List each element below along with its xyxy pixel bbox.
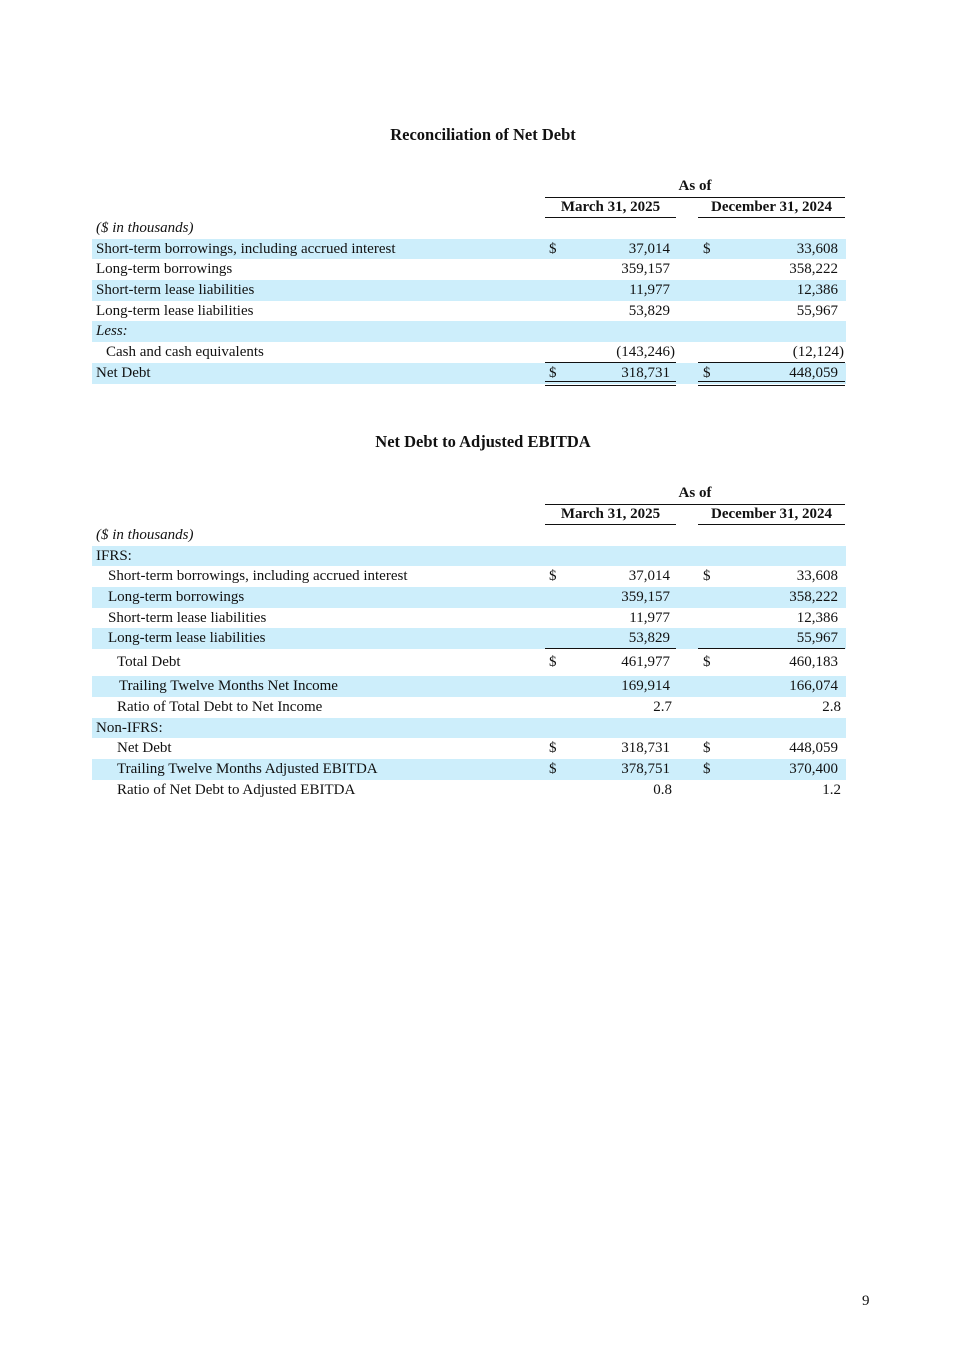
page-number: 9 [862, 1293, 870, 1309]
value-december-2024: 448,059 [789, 364, 838, 381]
column-header-december-2024: December 31, 2024 [711, 199, 832, 215]
section-label: Non-IFRS: [96, 719, 163, 736]
value-december-2024: 55,967 [796, 630, 838, 647]
table-row [92, 321, 846, 342]
units-label: ($ in thousands) [96, 527, 194, 543]
value-march-2025: 359,157 [621, 261, 670, 278]
value-march-2025: 11,977 [629, 282, 670, 299]
row-label: Long-term lease liabilities [108, 630, 266, 647]
table-row-total [92, 363, 846, 384]
total-double-rule [545, 381, 676, 386]
table-row [92, 676, 846, 697]
value-march-2025: 461,977 [621, 654, 670, 671]
row-label: Short-term lease liabilities [96, 282, 255, 299]
currency-symbol: $ [703, 364, 711, 381]
table-row [92, 239, 846, 260]
value-march-2025: 11,977 [629, 609, 670, 626]
table-row [92, 587, 846, 608]
value-march-2025: 318,731 [621, 740, 670, 757]
value-december-2024: 12,386 [796, 282, 838, 299]
row-label: Trailing Twelve Months Adjusted EBITDA [117, 760, 378, 777]
value-march-2025: 53,829 [628, 302, 670, 319]
as-of-header: As of [678, 485, 712, 501]
row-label: Ratio of Total Debt to Net Income [117, 698, 323, 715]
value-december-2024: 33,608 [796, 568, 838, 585]
value-december-2024: 358,222 [789, 261, 838, 278]
net-debt-reconciliation-title: Reconciliation of Net Debt [390, 125, 576, 144]
table-row [92, 738, 846, 759]
column-header-december-2024: December 31, 2024 [711, 506, 832, 522]
net-debt-to-ebitda-title: Net Debt to Adjusted EBITDA [375, 432, 591, 451]
value-march-2025: 53,829 [628, 630, 670, 647]
row-label: Trailing Twelve Months Net Income [119, 678, 338, 695]
row-label: Short-term borrowings, including accrued interest [108, 568, 408, 585]
value-december-2024: (12,124) [792, 344, 844, 361]
as-of-rule [545, 504, 845, 505]
row-label: Short-term borrowings, including accrued interest [96, 240, 396, 257]
table-row [92, 628, 846, 649]
value-march-2025: 318,731 [621, 364, 670, 381]
value-march-2025: 0.8 [653, 781, 672, 798]
value-december-2024: 55,967 [796, 302, 838, 319]
row-label: Total Debt [117, 654, 181, 671]
row-label: Long-term borrowings [108, 589, 245, 606]
value-march-2025: 37,014 [628, 240, 670, 257]
value-december-2024: 358,222 [789, 589, 838, 606]
section-label: IFRS: [96, 547, 132, 564]
value-march-2025: 359,157 [621, 589, 670, 606]
as-of-rule [545, 197, 845, 198]
currency-symbol: $ [703, 568, 711, 585]
table-row [92, 697, 846, 718]
total-double-rule [698, 381, 845, 386]
value-march-2025: 169,914 [621, 678, 670, 695]
section-row-ifrs [92, 546, 846, 567]
value-march-2025: 2.7 [653, 698, 672, 715]
value-december-2024: 370,400 [789, 760, 838, 777]
currency-symbol: $ [549, 568, 557, 585]
table-row [92, 280, 846, 301]
table-row [92, 342, 846, 363]
value-december-2024: 166,074 [789, 678, 838, 695]
row-label: Net Debt [96, 364, 151, 381]
column-header-march-2025: March 31, 2025 [560, 199, 661, 215]
row-label: Less: [96, 323, 128, 340]
row-label: Short-term lease liabilities [108, 609, 267, 626]
units-label: ($ in thousands) [96, 220, 194, 236]
value-december-2024: 448,059 [789, 740, 838, 757]
value-december-2024: 460,183 [789, 654, 838, 671]
table-row [92, 566, 846, 587]
currency-symbol: $ [703, 740, 711, 757]
table-row [92, 608, 846, 629]
currency-symbol: $ [703, 760, 711, 777]
currency-symbol: $ [549, 364, 557, 381]
table-row [92, 259, 846, 280]
table-row [92, 759, 846, 780]
table-row [92, 301, 846, 322]
section-row-non-ifrs [92, 718, 846, 739]
currency-symbol: $ [703, 654, 711, 671]
value-december-2024: 12,386 [796, 609, 838, 626]
table-row [92, 780, 846, 801]
row-label: Long-term borrowings [96, 261, 233, 278]
currency-symbol: $ [549, 740, 557, 757]
currency-symbol: $ [703, 240, 711, 257]
row-label: Ratio of Net Debt to Adjusted EBITDA [117, 781, 356, 798]
value-december-2024: 2.8 [822, 698, 841, 715]
table-row-total-debt [92, 649, 846, 676]
value-march-2025: (143,246) [616, 344, 675, 361]
row-label: Cash and cash equivalents [106, 344, 264, 361]
column-header-march-2025: March 31, 2025 [560, 506, 661, 522]
units-row [92, 218, 846, 239]
row-label: Net Debt [117, 740, 172, 757]
value-march-2025: 37,014 [628, 568, 670, 585]
currency-symbol: $ [549, 760, 557, 777]
value-december-2024: 1.2 [822, 781, 841, 798]
currency-symbol: $ [549, 240, 557, 257]
currency-symbol: $ [549, 654, 557, 671]
as-of-header: As of [678, 178, 712, 194]
units-row [92, 525, 846, 546]
value-december-2024: 33,608 [796, 240, 838, 257]
row-label: Long-term lease liabilities [96, 302, 254, 319]
value-march-2025: 378,751 [621, 760, 670, 777]
